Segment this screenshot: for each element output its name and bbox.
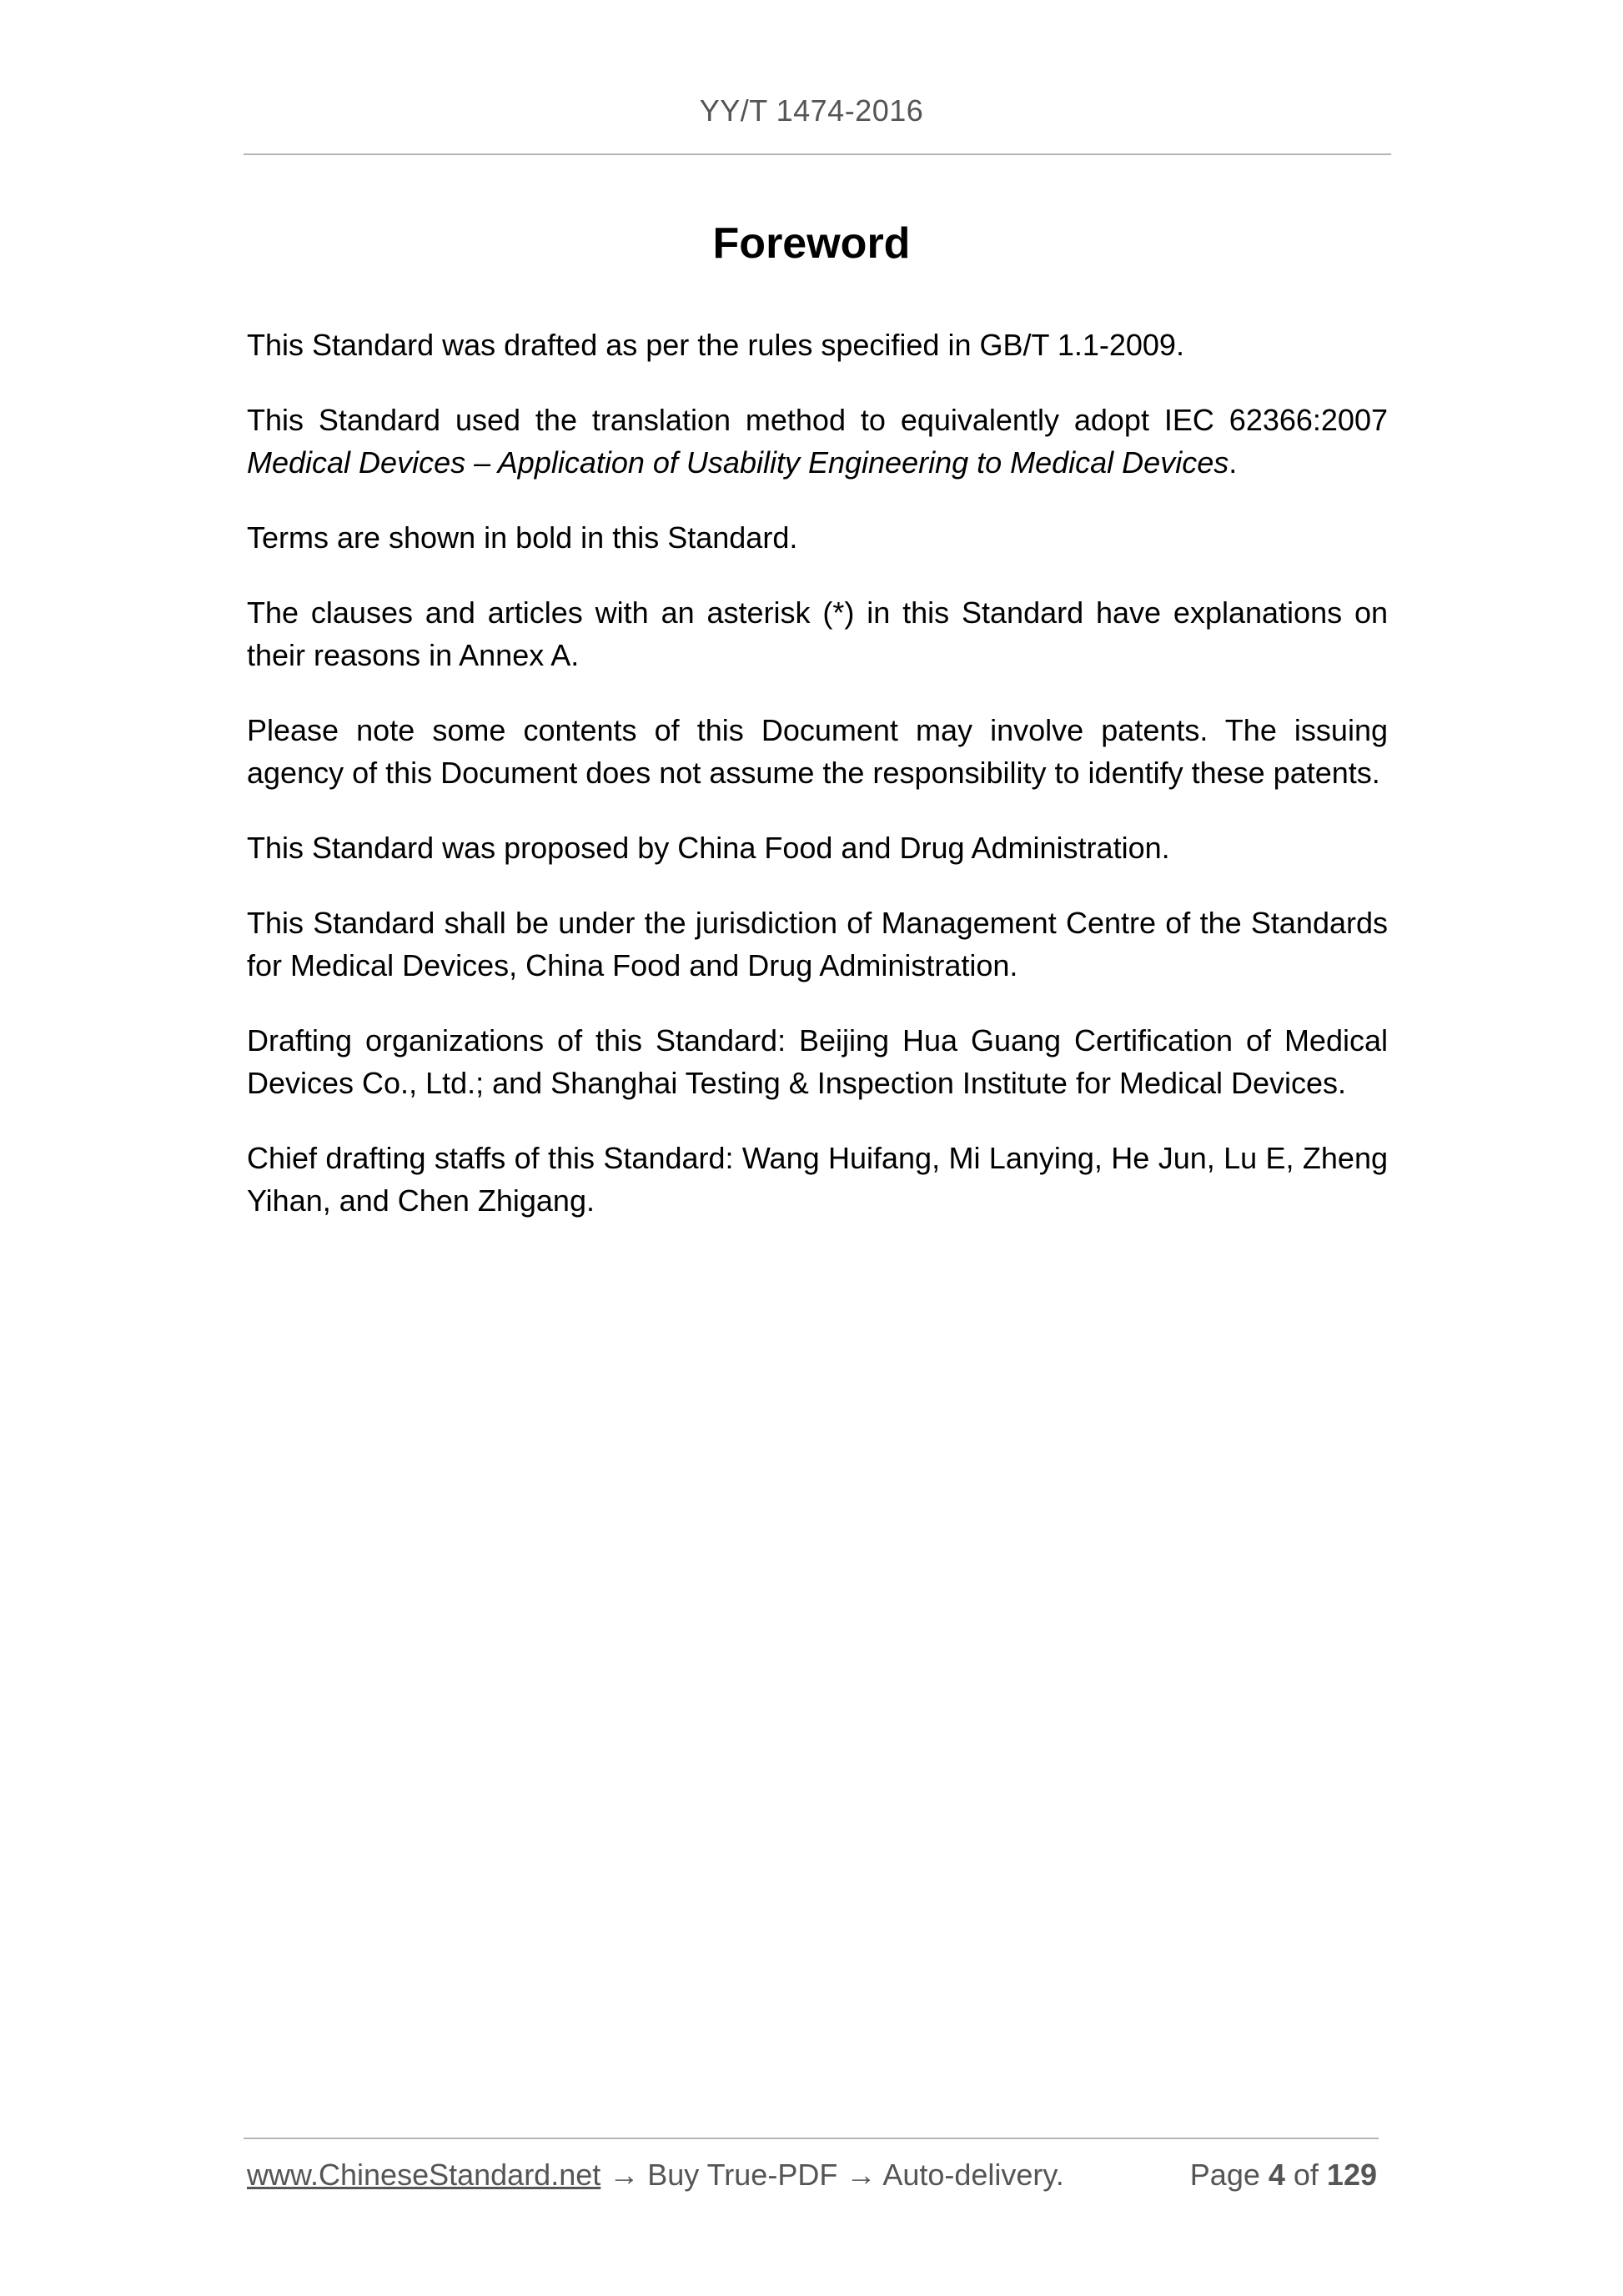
paragraph-drafting-rules: This Standard was drafted as per the rules specified in GB/T 1.1-2009. <box>247 328 1184 362</box>
of-label: of <box>1284 2158 1327 2192</box>
page-indicator <box>1190 2158 1377 2193</box>
page-footer <box>247 2158 1381 2199</box>
paragraph-drafting-organizations: Drafting organizations of this Standard: Beijing Hua Guang Certification of Medical Devices Co., Ltd.; and Shanghai Testing & Inspection Institute for Medical Devices. <box>247 1023 1388 1100</box>
adopted-standard-title: Medical Devices – Application of Usability Engineering to Medical Devices <box>247 445 1229 480</box>
document-code-header: YY/T 1474-2016 <box>699 93 924 128</box>
adoption-period: . <box>1229 445 1238 480</box>
website-link[interactable]: www.ChineseStandard.net <box>247 2158 601 2192</box>
paragraph-terms: Terms are shown in bold in this Standard. <box>247 520 798 555</box>
paragraph-drafting-staff: Chief drafting staffs of this Standard: Wang Huifang, Mi Lanying, He Jun, Lu E, Zheng Yihan, and Chen Zhigang. <box>247 1141 1388 1218</box>
adoption-text: This Standard used the translation method to equivalently adopt IEC 62366:2007 <box>247 403 1388 437</box>
paragraph-patents: Please note some contents of this Document may involve patents. The issuing agency of this Document does not assume the responsibility to identify these patents. <box>247 713 1388 790</box>
foreword-body <box>247 324 1388 1254</box>
current-page-number: 4 <box>1268 2158 1285 2192</box>
header-divider <box>244 153 1391 155</box>
page-label: Page <box>1189 2158 1269 2192</box>
paragraph-jurisdiction: This Standard shall be under the jurisdiction of Management Centre of the Standards for Medical Devices, China Food and Drug Administration. <box>247 906 1388 982</box>
total-pages: 129 <box>1326 2158 1377 2192</box>
paragraph-adoption <box>247 399 1388 484</box>
footer-divider <box>244 2138 1379 2139</box>
paragraph-proposed-by: This Standard was proposed by China Food and Drug Administration. <box>247 831 1170 865</box>
footer-promo <box>247 2158 1064 2193</box>
footer-promo-text: → Buy True-PDF → Auto-delivery. <box>600 2158 1064 2192</box>
paragraph-asterisk: The clauses and articles with an asterisk (*) in this Standard have explanations on their reasons in Annex A. <box>247 595 1388 672</box>
page-title: Foreword <box>712 219 911 268</box>
